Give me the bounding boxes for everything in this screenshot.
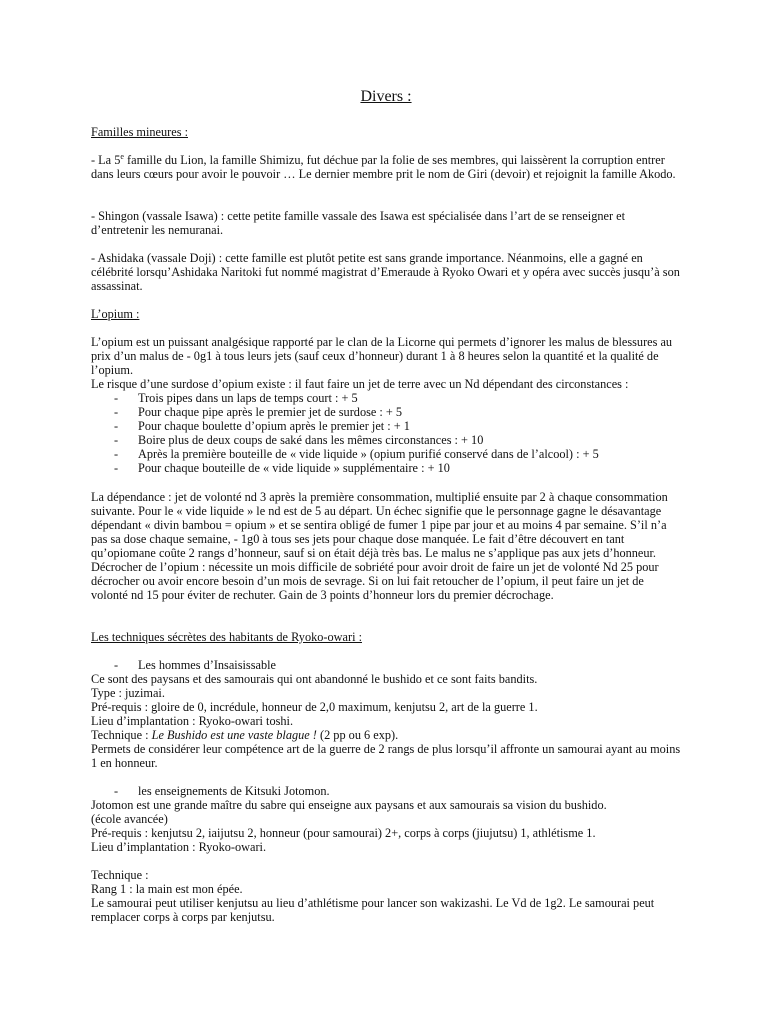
paragraph-shimizu-rest: famille du Lion, la famille Shimizu, fut déchue par la folie de ses membres, qui laissèrent la corruption entrer dans leurs cœurs pour avoir le pouvoir … Le dernier membre prit le nom de Giri (devoir) et rejoignit la famille Akodo. — [91, 153, 676, 181]
school-technique: Technique : Le Bushido est une vaste blague ! (2 pp ou 6 exp). — [91, 728, 399, 742]
school-lieu: Lieu d’implantation : Ryoko-owari toshi. — [91, 714, 294, 728]
school-lieu: Lieu d’implantation : Ryoko-owari. — [91, 840, 267, 854]
school-prerequis: Pré-requis : gloire de 0, incrédule, honneur de 2,0 maximum, kenjutsu 2, art de la guerre 1. — [91, 700, 538, 714]
technique-rank: Rang 1 : la main est mon épée. — [91, 882, 243, 896]
list-dash: - — [114, 405, 119, 419]
list-item: - Trois pipes dans un laps de temps court : + 5 — [114, 391, 358, 405]
paragraph-shimizu-start: - La 5 — [91, 153, 121, 167]
paragraph-opium-intro: L’opium est un puissant analgésique rapporté par le clan de la Licorne qui permets d’ignorer les malus de blessures au prix d’un malus de - 0g1 à tous leurs jets (sauf ceux d’honneur) durant 1 à 8 heures selon la quantité et la qualité de l’opium. — [91, 335, 673, 377]
surdose-list — [91, 391, 681, 475]
list-dash: - — [114, 419, 119, 433]
paragraph-shimizu — [91, 153, 681, 181]
paragraph-dependance: La dépendance : jet de volonté nd 3 après la première consommation, multiplié ensuite par 2 à chaque consommation suivante. Pour le « vide liquide » le nd est de 5 au départ. Un échec signifie que le personnage gagne le désavantage dépendant « divin bambou = opium » et se sentira obligé de fumer 1 pipe par jour et au moins 4 par semaine. S’il n’a pas sa dose chaque semaine, - 1g0 à tous ses jets pour chaque dose manquée. Le fait d’être découvert en tant qu’opiomane coûte 2 rangs d’honneur, sauf si on était déjà très bas. Le malus ne s’applique pas aux jets d’honneur. — [91, 490, 668, 560]
school-title: - les enseignements de Kitsuki Jotomon. — [114, 784, 330, 798]
list-dash: - — [114, 447, 119, 461]
opium-section — [91, 335, 681, 475]
list-item: - Pour chaque pipe après le premier jet de surdose : + 5 — [114, 405, 403, 419]
list-item: - Pour chaque bouteille de « vide liquide » supplémentaire : + 10 — [114, 461, 450, 475]
opium-dependance-section — [91, 490, 681, 602]
paragraph-shingon: - Shingon (vassale Isawa) : cette petite famille vassale des Isawa est spécialisée dans l’art de se renseigner et d’entretenir les nemuranai. — [91, 209, 626, 237]
technique-effect: Le samourai peut utiliser kenjutsu au lieu d’athlétisme pour lancer son wakizashi. Le Vd de 1g2. Le samourai peut remplacer corps à corps par kenjutsu. — [91, 896, 655, 924]
school-prerequis: Pré-requis : kenjutsu 2, iaijutsu 2, honneur (pour samourai) 2+, corps à corps (jiujutsu) 1, athlétisme 1. — [91, 826, 596, 840]
school-level: (école avancée) — [91, 812, 168, 826]
list-dash: - — [114, 658, 119, 672]
list-dash: - — [114, 784, 119, 798]
ordinal-superscript: e — [120, 151, 124, 161]
school-description: Ce sont des paysans et des samourais qui ont abandonné le bushido et ce sont faits bandits. — [91, 672, 538, 686]
list-item: - Boire plus de deux coups de saké dans les mêmes circonstances : + 10 — [114, 433, 484, 447]
list-dash: - — [114, 391, 119, 405]
school-insaisissable — [91, 658, 681, 770]
paragraph-opium-risk: Le risque d’une surdose d’opium existe : il faut faire un jet de terre avec un Nd dépendant des circonstances : — [91, 377, 629, 391]
school-jotomon — [91, 784, 681, 854]
paragraph-ashidaka: - Ashidaka (vassale Doji) : cette famille est plutôt petite est sans grande importance. Néanmoins, elle a gagné en célébrité lorsqu’Ashidaka Naritoki fut nommé magistrat d’Emeraude à Ryoko Owari et y opéra avec succès jusqu’à son assassinat. — [91, 251, 680, 293]
section-heading-opium: L’opium : — [91, 307, 140, 321]
list-dash: - — [114, 461, 119, 475]
jotomon-technique — [91, 868, 681, 924]
school-effect: Permets de considérer leur compétence art de la guerre de 2 rangs de plus lorsqu’il affronte un samourai ayant au moins 1 en honneur. — [91, 742, 681, 770]
list-dash: - — [114, 433, 119, 447]
school-title: - Les hommes d’Insaisissable — [114, 658, 276, 672]
section-heading-familles: Familles mineures : — [91, 125, 188, 139]
technique-label: Technique : — [91, 868, 149, 882]
page-title: Divers : — [360, 88, 412, 105]
school-description: Jotomon est une grande maître du sabre qui enseigne aux paysans et aux samourais sa vision du bushido. — [91, 798, 607, 812]
list-item: - Pour chaque boulette d’opium après le premier jet : + 1 — [114, 419, 410, 433]
technique-name: Le Bushido est une vaste blague ! — [151, 728, 317, 742]
list-item: - Après la première bouteille de « vide liquide » (opium purifié conservé dans de l’alcool) : + 5 — [114, 447, 599, 461]
section-heading-techniques: Les techniques sécrètes des habitants de Ryoko-owari : — [91, 630, 362, 644]
school-type: Type : juzimai. — [91, 686, 165, 700]
paragraph-decrocher: Décrocher de l’opium : nécessite un mois difficile de sobriété pour avoir droit de faire un jet de volonté Nd 25 pour décrocher ou avoir encore besoin d’un mois de sevrage. Si on lui fait retoucher de l’opium, il peut faire un jet de volonté nd 15 pour éviter de rechuter. Gain de 3 points d’honneur lors du premier décrochage. — [91, 560, 659, 602]
